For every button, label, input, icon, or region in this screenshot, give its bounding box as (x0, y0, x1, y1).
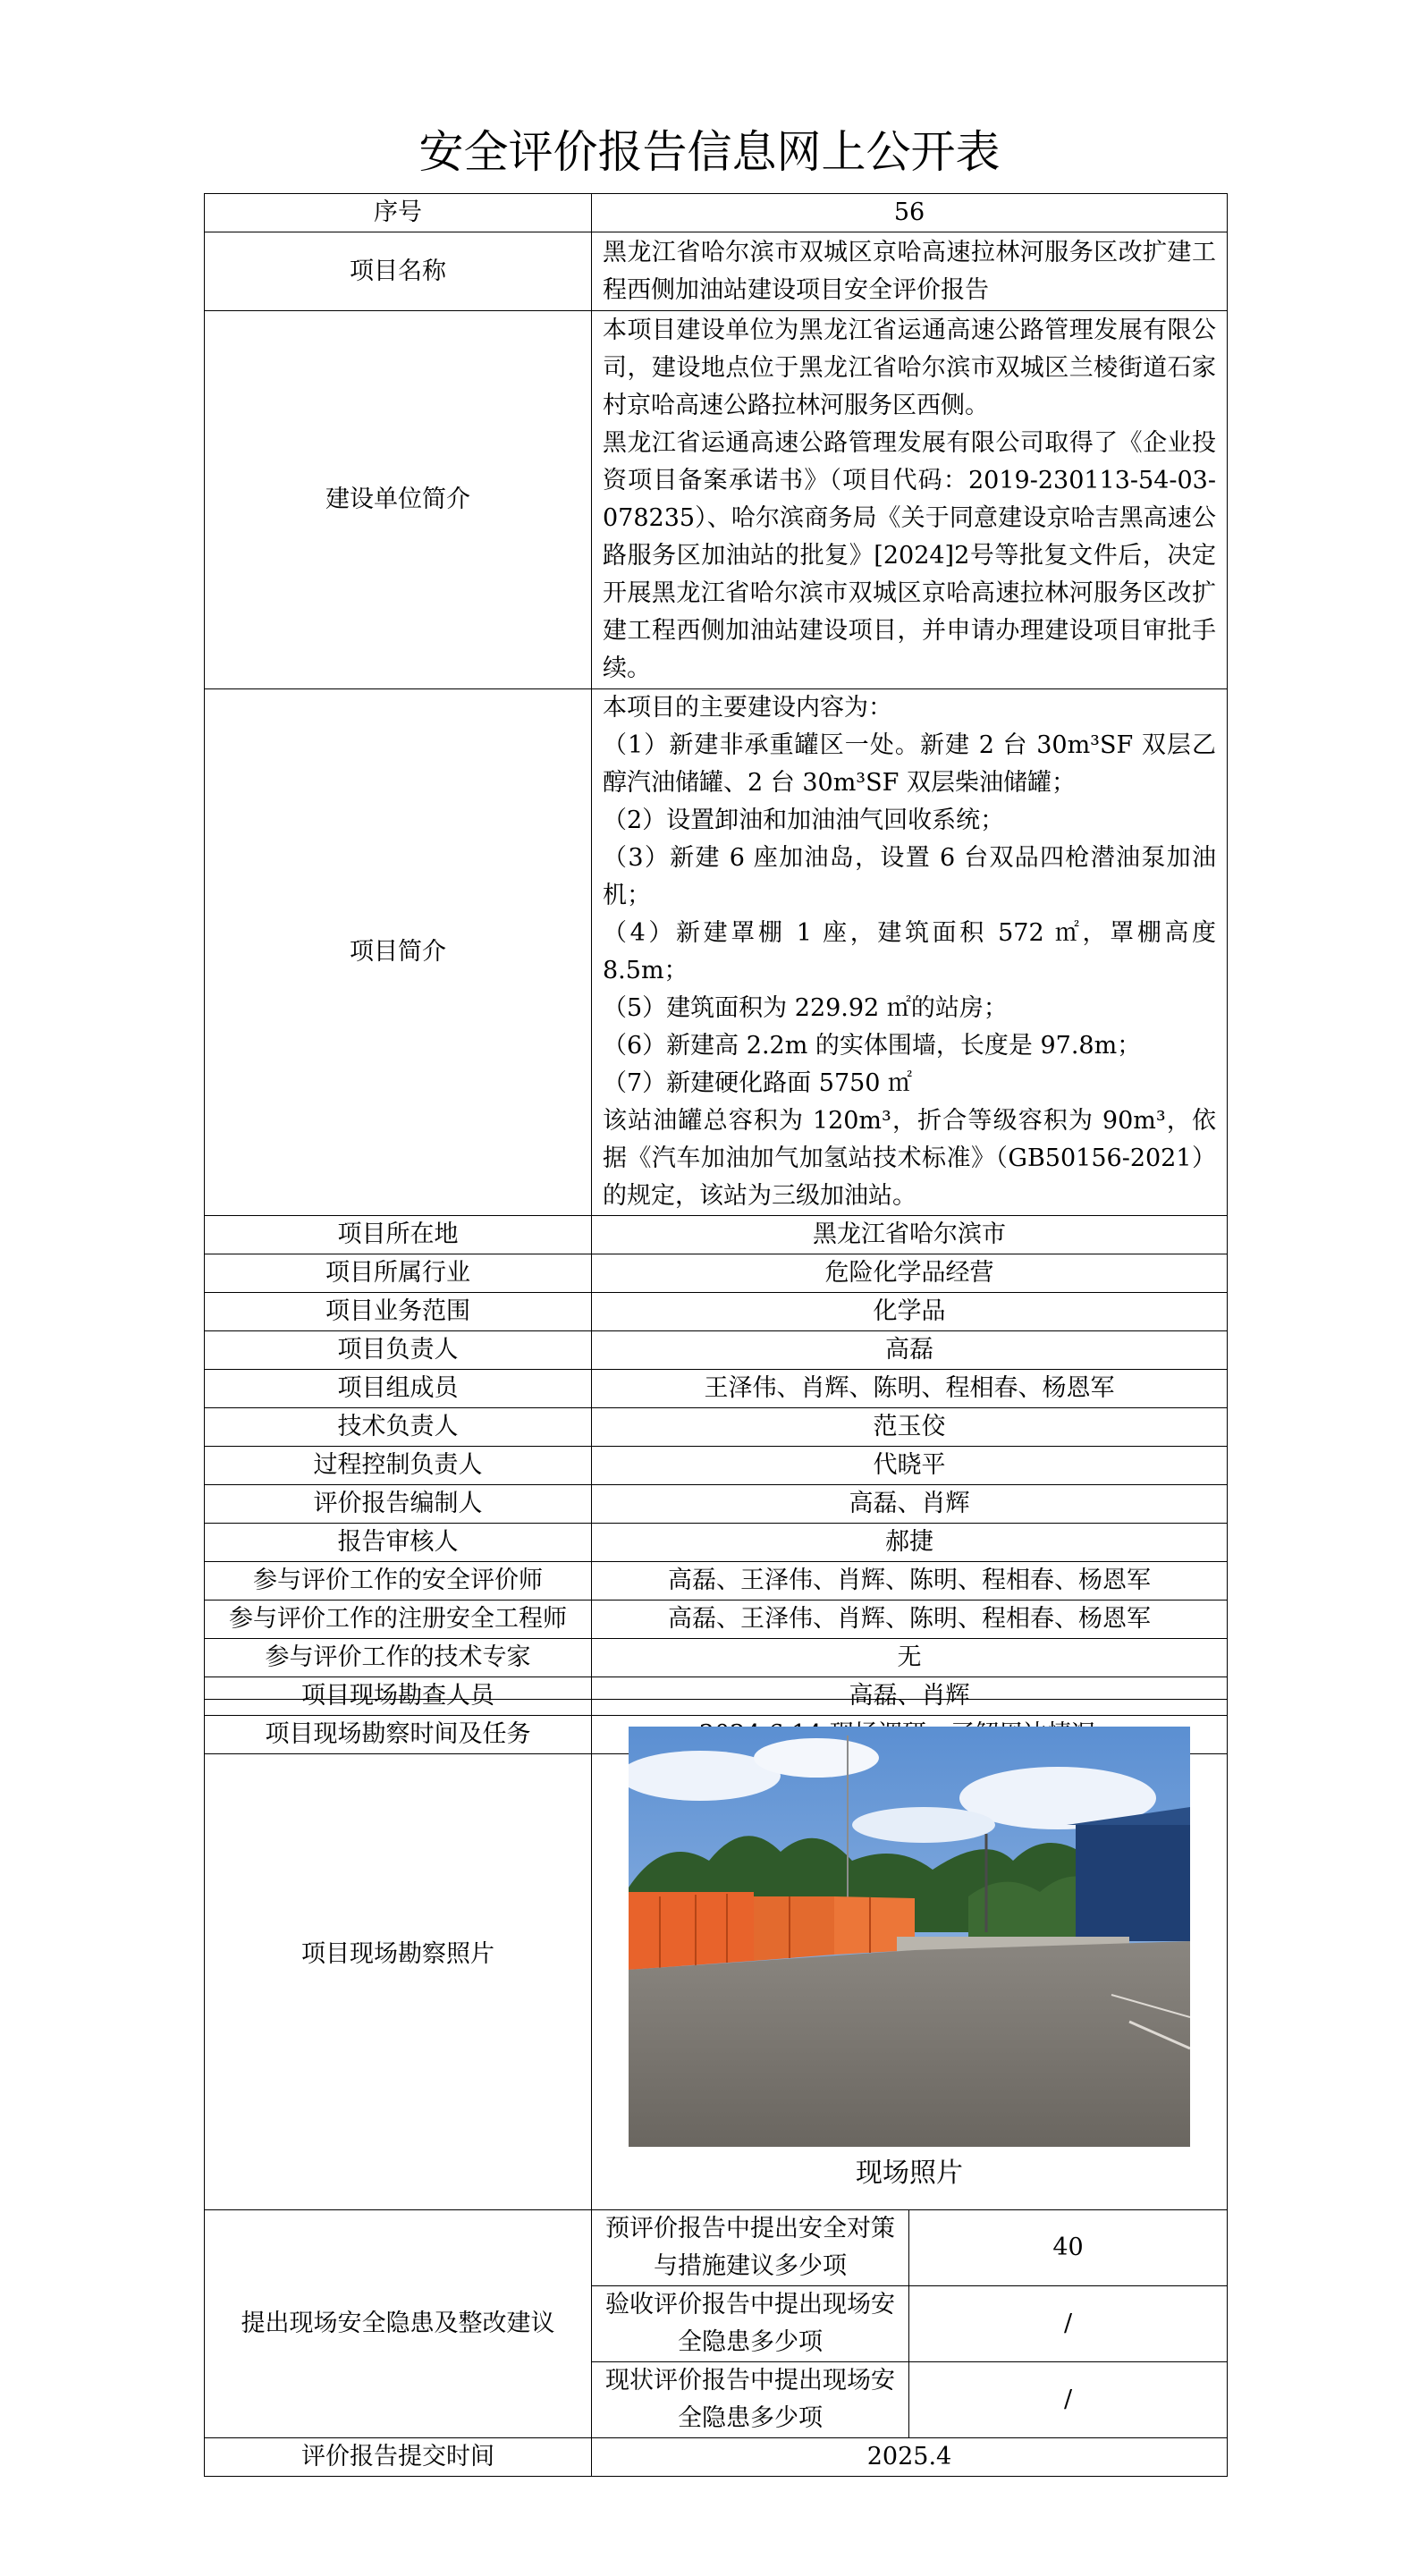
table-row (205, 1600, 1228, 1639)
photo-label: 项目现场勘察照片 (205, 1700, 592, 2210)
project-intro-label: 项目简介 (205, 689, 592, 1216)
project-intro-line: （1）新建非承重罐区一处。新建 2 台 30m³SF 双层乙醇汽油储罐、2 台 30m³SF 双层柴油储罐； (603, 731, 1216, 797)
industry-label: 项目所属行业 (205, 1254, 592, 1293)
builder-intro-value (592, 311, 1228, 689)
reviewer-label: 报告审核人 (205, 1524, 592, 1562)
process-control-value: 代晓平 (592, 1447, 1228, 1485)
info-table (204, 193, 1228, 1754)
industry-value: 危险化学品经营 (592, 1254, 1228, 1293)
hazard-answer: / (909, 2286, 1228, 2362)
photo-caption: 现场照片 (856, 2158, 963, 2189)
table-row (205, 2210, 1228, 2286)
builder-intro-label: 建设单位简介 (205, 311, 592, 689)
photo-hazard-table (204, 1699, 1228, 2477)
tech-leader-label: 技术负责人 (205, 1408, 592, 1447)
serial-label: 序号 (205, 194, 592, 232)
scope-label: 项目业务范围 (205, 1293, 592, 1331)
table-row (205, 1700, 1228, 2210)
table-row (205, 194, 1228, 232)
process-control-label: 过程控制负责人 (205, 1447, 592, 1485)
tech-experts-label: 参与评价工作的技术专家 (205, 1639, 592, 1677)
project-intro-line: （2）设置卸油和加油油气回收系统； (603, 807, 1005, 834)
page-title: 安全评价报告信息网上公开表 (418, 126, 1001, 178)
project-intro-value (592, 689, 1228, 1216)
table-row (205, 1254, 1228, 1293)
serial-value: 56 (592, 194, 1228, 232)
hazard-question: 预评价报告中提出安全对策与措施建议多少项 (592, 2210, 909, 2286)
compiler-value: 高磊、肖辉 (592, 1485, 1228, 1524)
hazard-question: 验收评价报告中提出现场安全隐患多少项 (592, 2286, 909, 2362)
project-intro-line: （3）新建 6 座加油岛，设置 6 台双品四枪潜油泵加油机； (603, 844, 1216, 909)
builder-intro-para-2: 黑龙江省运通高速公路管理发展有限公司取得了《企业投资项目备案承诺书》（项目代码：2019-230113-54-03-078235）、哈尔滨商务局《关于同意建设京哈吉黑高速公路服务区加油站的批复》[2024]2号等批复文件后，决定开展黑龙江省哈尔滨市双城区京哈高速拉林河服务区改扩建工程西侧加油站建设项目，并申请办理建设项目审批手续。 (603, 429, 1216, 682)
table-row (205, 1524, 1228, 1562)
tech-experts-value: 无 (592, 1639, 1228, 1677)
table-row (205, 1370, 1228, 1408)
table-row (205, 689, 1228, 1216)
table-row (205, 1639, 1228, 1677)
table-row (205, 1293, 1228, 1331)
hazard-question: 现状评价报告中提出现场安全隐患多少项 (592, 2362, 909, 2438)
project-intro-line: 该站油罐总容积为 120m³，折合等级容积为 90m³，依据《汽车加油加气加氢站技术标准》（GB50156-2021）的规定，该站为三级加油站。 (603, 1107, 1216, 1210)
survey-time-label: 项目现场勘察时间及任务 (205, 1716, 592, 1754)
leader-value: 高磊 (592, 1331, 1228, 1370)
project-intro-line: （7）新建硬化路面 5750 ㎡ (603, 1069, 913, 1097)
table-row (205, 1485, 1228, 1524)
survey-staff-label: 项目现场勘查人员 (205, 1677, 592, 1716)
table-row (205, 1331, 1228, 1370)
registered-engineers-value: 高磊、王泽伟、肖辉、陈明、程相春、杨恩军 (592, 1600, 1228, 1639)
table-row (205, 1408, 1228, 1447)
project-intro-line: （6）新建高 2.2m 的实体围墙，长度是 97.8m； (603, 1032, 1142, 1060)
table-row (205, 1447, 1228, 1485)
location-value: 黑龙江省哈尔滨市 (592, 1216, 1228, 1254)
table-row (205, 1216, 1228, 1254)
project-intro-line: 本项目的主要建设内容为： (603, 694, 892, 722)
submit-time-value: 2025.4 (592, 2438, 1228, 2477)
tech-leader-value: 范玉佼 (592, 1408, 1228, 1447)
compiler-label: 评价报告编制人 (205, 1485, 592, 1524)
hazard-answer: 40 (909, 2210, 1228, 2286)
leader-label: 项目负责人 (205, 1331, 592, 1370)
table-row (205, 311, 1228, 689)
project-intro-line: （4）新建罩棚 1 座，建筑面积 572 ㎡，罩棚高度 8.5m； (603, 919, 1216, 984)
members-value: 王泽伟、肖辉、陈明、程相春、杨恩军 (592, 1370, 1228, 1408)
builder-intro-para-1: 本项目建设单位为黑龙江省运通高速公路管理发展有限公司，建设地点位于黑龙江省哈尔滨市双城区兰棱街道石家村京哈高速公路拉林河服务区西侧。 (603, 317, 1216, 419)
members-label: 项目组成员 (205, 1370, 592, 1408)
scope-value: 化学品 (592, 1293, 1228, 1331)
project-intro-line: （5）建筑面积为 229.92 ㎡的站房； (603, 994, 1008, 1022)
table-row (205, 232, 1228, 311)
reviewer-value: 郝捷 (592, 1524, 1228, 1562)
survey-staff-value: 高磊、肖辉 (592, 1677, 1228, 1716)
safety-evaluators-label: 参与评价工作的安全评价师 (205, 1562, 592, 1600)
photo-cell (592, 1700, 1228, 2210)
safety-evaluators-value: 高磊、王泽伟、肖辉、陈明、程相春、杨恩军 (592, 1562, 1228, 1600)
hazard-answer: / (909, 2362, 1228, 2438)
submit-time-label: 评价报告提交时间 (205, 2438, 592, 2477)
hazards-label: 提出现场安全隐患及整改建议 (205, 2210, 592, 2438)
table-row (205, 2438, 1228, 2477)
registered-engineers-label: 参与评价工作的注册安全工程师 (205, 1600, 592, 1639)
location-label: 项目所在地 (205, 1216, 592, 1254)
table-row (205, 1562, 1228, 1600)
site-photo (629, 1727, 1190, 2147)
project-name-label: 项目名称 (205, 232, 592, 311)
project-name-value: 黑龙江省哈尔滨市双城区京哈高速拉林河服务区改扩建工程西侧加油站建设项目安全评价报告 (592, 232, 1228, 311)
